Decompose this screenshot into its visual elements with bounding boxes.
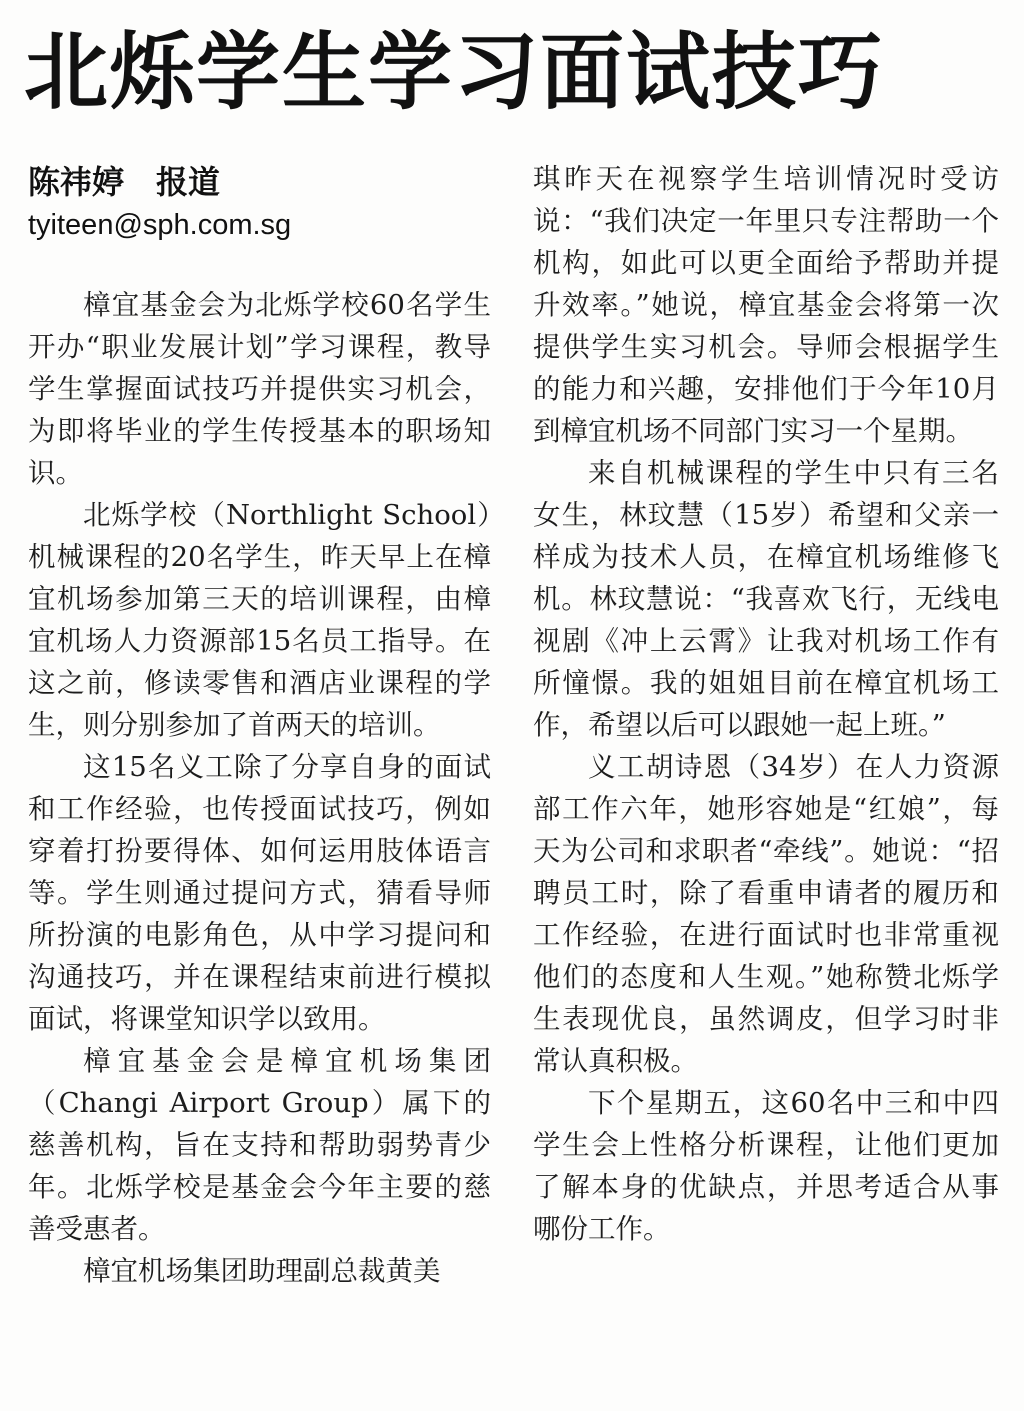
paragraph: 来自机械课程的学生中只有三名女生，林玟慧（15岁）希望和父亲一样成为技术人员，在樟宜机场维修飞机。林玟慧说：“我喜欢飞行，无线电视剧《冲上云霄》让我对机场工作有所憧憬。我的姐姐目前在樟宜机场工作，希望以后可以跟她一起上班。” (533, 457, 999, 741)
article-headline: 北烁学生学习面试技巧 (24, 23, 885, 121)
article-column-right (533, 158, 999, 1250)
reporter-email: tyiteen@sph.com.sg (28, 209, 292, 241)
paragraph: 樟宜机场集团助理副总裁黄美 (83, 1255, 441, 1287)
paragraph-continued: 琪昨天在视察学生培训情况时受访说：“我们决定一年里只专注帮助一个机构，如此可以更全面给予帮助并提升效率。”她说，樟宜基金会将第一次提供学生实习机会。导师会根据学生的能力和兴趣，安排他们于今年10月到樟宜机场不同部门实习一个星期。 (533, 163, 999, 447)
paragraph: 这15名义工除了分享自身的面试和工作经验，也传授面试技巧，例如穿着打扮要得体、如何运用肢体语言等。学生则通过提问方式，猜看导师所扮演的电影角色，从中学习提问和沟通技巧，并在课程结束前进行模拟面试，将课堂知识学以致用。 (28, 751, 491, 1035)
article-column-left (28, 284, 491, 1292)
paragraph: 下个星期五，这60名中三和中四学生会上性格分析课程，让他们更加了解本身的优缺点，并思考适合从事哪份工作。 (533, 1087, 999, 1245)
paragraph: 樟宜基金会为北烁学校60名学生开办“职业发展计划”学习课程，教导学生掌握面试技巧并提供实习机会，为即将毕业的学生传授基本的职场知识。 (28, 289, 491, 489)
paragraph: 樟宜基金会是樟宜机场集团（Changi Airport Group）属下的慈善机构，旨在支持和帮助弱势青少年。北烁学校是基金会今年主要的慈善受惠者。 (28, 1045, 491, 1245)
paragraph: 义工胡诗恩（34岁）在人力资源部工作六年，她形容她是“红娘”，每天为公司和求职者“牵线”。她说：“招聘员工时，除了看重申请者的履历和工作经验，在进行面试时也非常重视他们的态度和人生观。”她称赞北烁学生表现优良，虽然调皮，但学习时非常认真积极。 (533, 751, 999, 1077)
paragraph: 北烁学校（Northlight School）机械课程的20名学生，昨天早上在樟宜机场参加第三天的培训课程，由樟宜机场人力资源部15名员工指导。在这之前，修读零售和酒店业课程的学生，则分别参加了首两天的培训。 (28, 499, 491, 741)
article-byline: 陈祎婷 报道 (28, 163, 221, 201)
